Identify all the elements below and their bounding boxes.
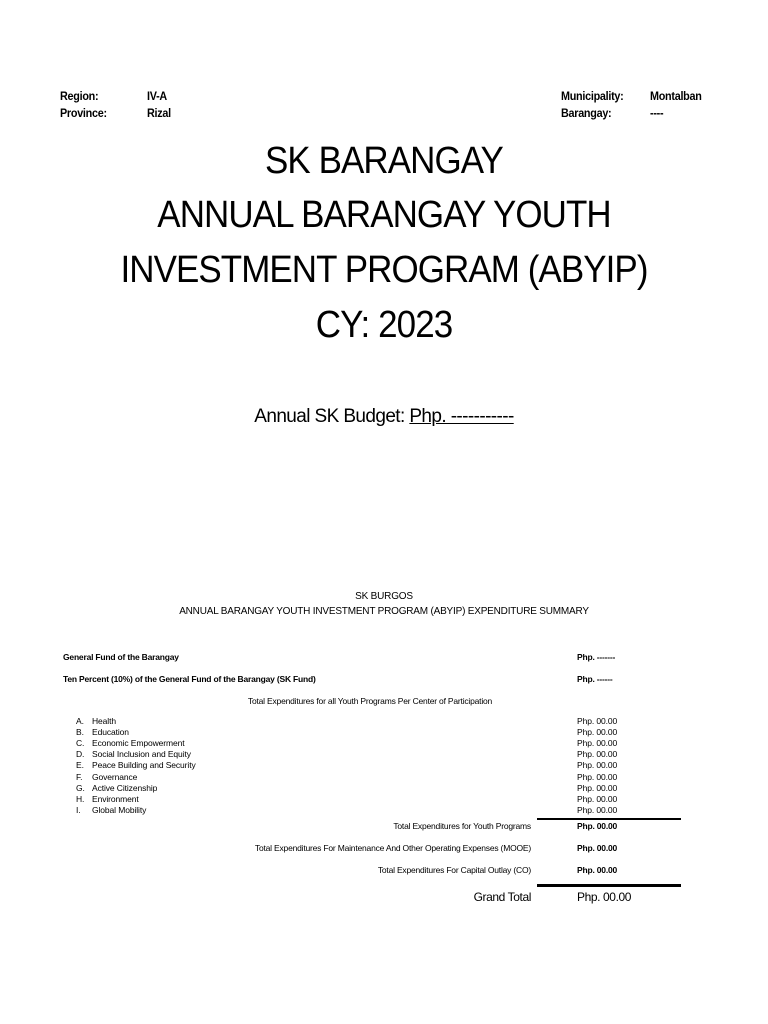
province-value: Rizal xyxy=(147,106,171,120)
youth-total-value: Php. 00.00 xyxy=(577,821,618,831)
barangay-value: ---- xyxy=(650,106,664,120)
category-value: Php. 00.00 xyxy=(577,749,618,759)
category-letter: I. xyxy=(76,805,81,815)
category-name: Active Citizenship xyxy=(92,783,158,793)
category-letter: G. xyxy=(76,783,85,793)
sk-fund-label: Ten Percent (10%) of the General Fund of the Barangay (SK Fund) xyxy=(63,674,316,684)
category-letter: B. xyxy=(76,727,84,737)
grand-total-rule xyxy=(537,884,681,887)
category-value: Php. 00.00 xyxy=(577,805,618,815)
category-name: Peace Building and Security xyxy=(92,760,196,770)
title-line-2: ANNUAL BARANGAY YOUTH xyxy=(157,194,611,236)
grand-total-value: Php. 00.00 xyxy=(577,890,632,904)
mooe-label: Total Expenditures For Maintenance And Other Operating Expenses (MOOE) xyxy=(254,843,531,853)
centers-heading: Total Expenditures for all Youth Programs Per Center of Participation xyxy=(247,696,493,706)
category-value: Php. 00.00 xyxy=(577,760,618,770)
co-label: Total Expenditures For Capital Outlay (CO) xyxy=(377,865,531,875)
category-name: Economic Empowerment xyxy=(92,738,185,748)
category-value: Php. 00.00 xyxy=(577,716,618,726)
youth-total-label: Total Expenditures for Youth Programs xyxy=(393,821,531,831)
category-name: Social Inclusion and Equity xyxy=(92,749,191,759)
category-letter: C. xyxy=(76,738,85,748)
category-name: Environment xyxy=(92,794,139,804)
barangay-label: Barangay: xyxy=(561,106,612,120)
category-value: Php. 00.00 xyxy=(577,727,618,737)
province-label: Province: xyxy=(60,106,107,120)
category-name: Health xyxy=(92,716,116,726)
category-value: Php. 00.00 xyxy=(577,794,618,804)
category-name: Governance xyxy=(92,772,138,782)
title-line-3: INVESTMENT PROGRAM (ABYIP) xyxy=(120,249,648,291)
summary-heading: ANNUAL BARANGAY YOUTH INVESTMENT PROGRAM (ABYIP) EXPENDITURE SUMMARY xyxy=(179,606,589,617)
title-line-4: CY: 2023 xyxy=(315,304,453,346)
region-label: Region: xyxy=(60,89,99,103)
budget-value: Php. ----------- xyxy=(409,406,514,427)
general-fund-value: Php. ------- xyxy=(577,652,616,662)
mooe-value: Php. 00.00 xyxy=(577,843,618,853)
category-value: Php. 00.00 xyxy=(577,738,618,748)
category-name: Education xyxy=(92,727,129,737)
subtotal-rule xyxy=(537,818,681,820)
region-value: IV-A xyxy=(147,89,167,103)
category-value: Php. 00.00 xyxy=(577,772,618,782)
category-letter: D. xyxy=(76,749,85,759)
general-fund-label: General Fund of the Barangay xyxy=(63,652,179,662)
category-letter: F. xyxy=(76,772,83,782)
category-letter: A. xyxy=(76,716,84,726)
sk-fund-value: Php. ------ xyxy=(577,674,613,684)
category-letter: E. xyxy=(76,760,84,770)
municipality-value: Montalban xyxy=(650,89,702,103)
category-value: Php. 00.00 xyxy=(577,783,618,793)
budget-label: Annual SK Budget: xyxy=(254,406,405,427)
municipality-label: Municipality: xyxy=(561,89,624,103)
annual-budget xyxy=(0,406,768,428)
grand-total-label: Grand Total xyxy=(473,890,531,904)
summary-org: SK BURGOS xyxy=(355,591,413,602)
co-value: Php. 00.00 xyxy=(577,865,618,875)
category-letter: H. xyxy=(76,794,85,804)
title-line-1: SK BARANGAY xyxy=(265,140,503,182)
category-name: Global Mobility xyxy=(92,805,147,815)
